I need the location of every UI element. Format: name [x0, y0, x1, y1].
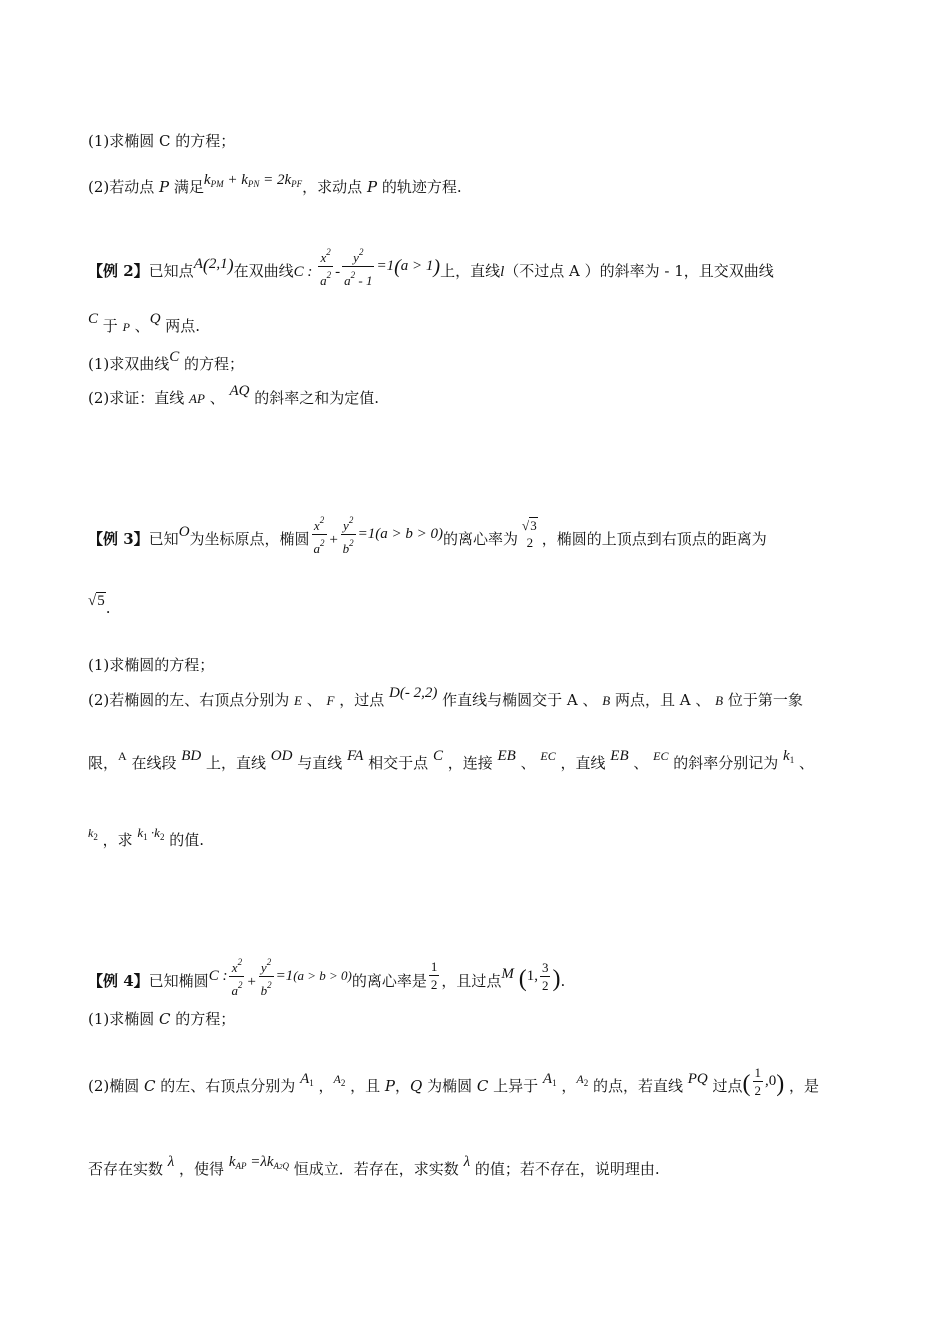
ex3-question-2-cont: 限，$^A$ 在线段 BD 上，直线 OD 与直线 FA 相交于点 C ，连接 EB 、 $^{EC}$ ，直线 EB 、 $^{EC}$ 的斜率分别记为 $k_1$ 、: [88, 748, 814, 772]
ex3-label: 【例 3】: [88, 529, 149, 548]
ex3-distance: √5.: [88, 593, 111, 617]
ex4-question-2: (2)椭圆 C 的左、右顶点分别为 $A_1$ ，$^{A_2}$ ，且 P，Q 为椭圆 C 上异于 $A_1$ ，$^{A_2}$ 的点，若直线 PQ 过点( $\frac{1}{2}$ ,0) ，是: [88, 1065, 820, 1098]
ellipse-equation: $\frac{x^2}{a^2}$ + $\frac{y^2}{b^2}$ =1(a > b > 0): [313, 515, 444, 556]
ex4-label: 【例 4】: [88, 971, 149, 990]
ex4-question-2-cont: 否存在实数 λ ，使得 $k_{AP} =\lambda k_{A2Q}$ 恒成立．若存在，求实数 λ 的值；若不存在，说明理由.: [88, 1154, 660, 1178]
ex4-question-1: (1)求椭圆 C 的方程；: [88, 1010, 236, 1028]
point-m: (1, $\frac{3}{2}$ ): [518, 960, 561, 993]
ex2-question-2: (2)求证：直线 AP 、 AQ 的斜率之和为定值.: [88, 383, 380, 407]
ex1-question-2: (2)若动点 P 满足$k_{PM} + k_{PN} = 2k_{PF}$，求动点 P 的轨迹方程.: [88, 172, 462, 196]
ex2-statement-cont: C 于 P 、Q 两点.: [88, 311, 201, 335]
ratio-condition: $k_{AP} =\lambda k_{A2Q}$: [228, 1154, 290, 1171]
point-half-zero: ( $\frac{1}{2}$ ,0): [742, 1065, 785, 1098]
ex3-question-2: (2)若椭圆的左、右顶点分别为 E 、 F ，过点 D(- 2,2) 作直线与椭圆交于 A 、 B 两点，且 A 、 B 位于第一象: [88, 685, 803, 709]
ex2-label: 【例 2】: [88, 261, 149, 280]
ex2-question-1: (1)求双曲线C 的方程；: [88, 349, 245, 373]
point-a: A(2,1): [193, 254, 234, 275]
ex4-statement: 【例 4】已知椭圆C : $\frac{x^2}{a^2}$ + $\frac{y^2}{b^2}$ =1(a > b > 0)的离心率是 $\frac{1}{2}$ ，且过点M (1, $\frac{3}{2}$ ).: [88, 957, 566, 998]
ex3-statement: 【例 3】已知O为坐标原点，椭圆 $\frac{x^2}{a^2}$ + $\frac{y^2}{b^2}$ =1(a > b > 0)的离心率为 √3 2 ，椭圆的上顶点到右顶点的距离为: [88, 515, 767, 556]
slope-condition: $k_{PM} + k_{PN} = 2k_{PF}$: [203, 172, 303, 189]
ex2-statement: 【例 2】已知点A(2,1)在双曲线C : $\frac{x^2}{a^2}$ - $\frac{y^2}{a^2 - 1}$ =1(a > 1)上，直线l（不过点 A ）的斜率为 - 1，且交双曲线: [88, 247, 774, 288]
ex4-eccentricity: $\frac{1}{2}$: [430, 959, 438, 993]
eccentricity: √3 2: [522, 517, 537, 550]
ex3-question-2-end: $^{k_2}$ ，求 $k_1 \cdot k_2$ 的值.: [88, 825, 204, 849]
ex4-ellipse-equation: C : $\frac{x^2}{a^2}$ + $\frac{y^2}{b^2}$ =1(a > b > 0): [208, 957, 352, 998]
sqrt-five: √5: [88, 593, 105, 609]
ex1-question-1: (1)求椭圆 C 的方程；: [88, 132, 236, 150]
ex3-question-1: (1)求椭圆的方程；: [88, 656, 215, 674]
hyperbola-equation: C : $\frac{x^2}{a^2}$ - $\frac{y^2}{a^2 - 1}$ =1(a > 1): [293, 247, 441, 288]
